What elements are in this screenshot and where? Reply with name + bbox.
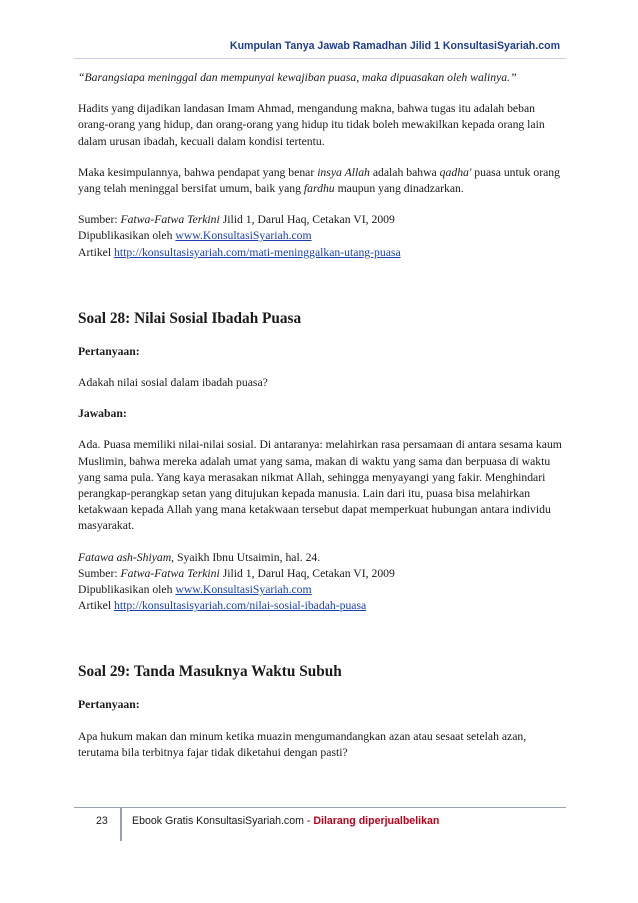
article-line	[78, 598, 568, 614]
published-prefix: Dipublikasikan oleh	[78, 583, 176, 597]
published-line	[78, 228, 568, 244]
soal-28-heading: Soal 28: Nilai Sosial Ibadah Puasa	[78, 309, 302, 327]
paragraph-hadith-explanation: Hadits yang dijadikan landasan Imam Ahmad, mengandung makna, bahwa tugas itu adalah beban orang-orang yang hidup, dan orang-orang yang hidup itu tidak boleh mewakilkan kepada orang lain dalam urusan ibadah, kecuali dalam kondisi tertentu.	[78, 102, 545, 148]
article-line	[78, 245, 568, 261]
article-link[interactable]: http://konsultasisyariah.com/mati-meninggalkan-utang-puasa	[114, 245, 401, 259]
soal-28-references	[78, 550, 568, 615]
source-line	[78, 566, 568, 582]
footer-separator	[120, 807, 122, 841]
source-prefix: Sumber:	[78, 213, 121, 227]
source-prefix: Sumber:	[78, 566, 121, 580]
question-text: Adakah nilai sosial dalam ibadah puasa?	[78, 376, 268, 390]
footer-divider	[74, 807, 566, 808]
conclusion-term-insya-allah: insya Allah	[317, 165, 370, 179]
article-prefix: Artikel	[78, 599, 115, 613]
header-divider	[74, 58, 566, 59]
source-details: Jilid 1, Darul Haq, Cetakan VI, 2009	[219, 213, 395, 227]
published-prefix: Dipublikasikan oleh	[78, 229, 176, 243]
page-number: 23	[96, 815, 108, 827]
conclusion-text-a: Maka kesimpulannya, bahwa pendapat yang benar	[78, 165, 318, 179]
website-link[interactable]: www.KonsultasiSyariah.com	[175, 229, 312, 243]
conclusion-term-qadha: qadha'	[439, 165, 472, 179]
footer-text	[132, 815, 439, 827]
source-line	[78, 212, 568, 228]
paragraph-conclusion	[78, 165, 568, 197]
website-link[interactable]: www.KonsultasiSyariah.com	[175, 583, 312, 597]
article-prefix: Artikel	[78, 245, 115, 259]
page-header-title: Kumpulan Tanya Jawab Ramadhan Jilid 1 KonsultasiSyariah.com	[229, 40, 560, 52]
question-label: Pertanyaan:	[78, 344, 140, 358]
reference-details: , Syaikh Ibnu Utsaimin, hal. 24.	[171, 550, 321, 564]
question-label: Pertanyaan:	[78, 698, 140, 712]
reference-line	[78, 550, 568, 566]
conclusion-text-c: puasa untuk orang yang telah meninggal bersifat umum, baik yang	[78, 165, 560, 196]
soal-29-heading: Soal 29: Tanda Masuknya Waktu Subuh	[78, 663, 342, 681]
conclusion-text-d: maupun yang dinadzarkan.	[334, 182, 464, 196]
question-text: Apa hukum makan dan minum ketika muazin mengumandangkan azan atau sesaat setelah azan, terutama bila terbitnya fajar tidak diketahui dengan pasti?	[78, 729, 527, 759]
document-body	[78, 70, 568, 776]
hadith-quote: “Barangsiapa meninggal dan mempunyai kewajiban puasa, maka dipuasakan oleh walinya.”	[78, 71, 517, 84]
reference-book-title: Fatawa ash-Shiyam	[78, 550, 172, 564]
section1-references	[78, 212, 568, 261]
footer-warning: Dilarang diperjualbelikan	[313, 815, 440, 827]
article-link[interactable]: http://konsultasisyariah.com/nilai-sosial-ibadah-puasa	[114, 599, 367, 613]
source-book-title: Fatwa-Fatwa Terkini	[120, 566, 220, 580]
source-details: Jilid 1, Darul Haq, Cetakan VI, 2009	[219, 566, 395, 580]
source-book-title: Fatwa-Fatwa Terkini	[120, 213, 220, 227]
conclusion-term-fardhu: fardhu	[303, 182, 335, 196]
answer-text: Ada. Puasa memiliki nilai-nilai sosial. Di antaranya: melahirkan rasa persamaan di antara sesama kaum Muslimin, bahwa mereka adalah umat yang sama, makan di waktu yang sama dan berpuasa di waktu yang sama pula. Yang kaya merasakan nikmat Allah, sehingga menyayangi yang fakir. Menghindari perangkap-perangkap setan yang ditujukan kepada manusia. Lain dari itu, puasa bisa melahirkan ketakwaan kepada Allah yang mana ketakwaan tersebut dapat memperkuat hubungan antara individu masyarakat.	[78, 438, 562, 533]
answer-label: Jawaban:	[78, 407, 127, 421]
conclusion-text-b: adalah bahwa	[369, 165, 440, 179]
footer-ebook-label: Ebook Gratis KonsultasiSyariah.com -	[132, 815, 314, 827]
published-line	[78, 582, 568, 598]
